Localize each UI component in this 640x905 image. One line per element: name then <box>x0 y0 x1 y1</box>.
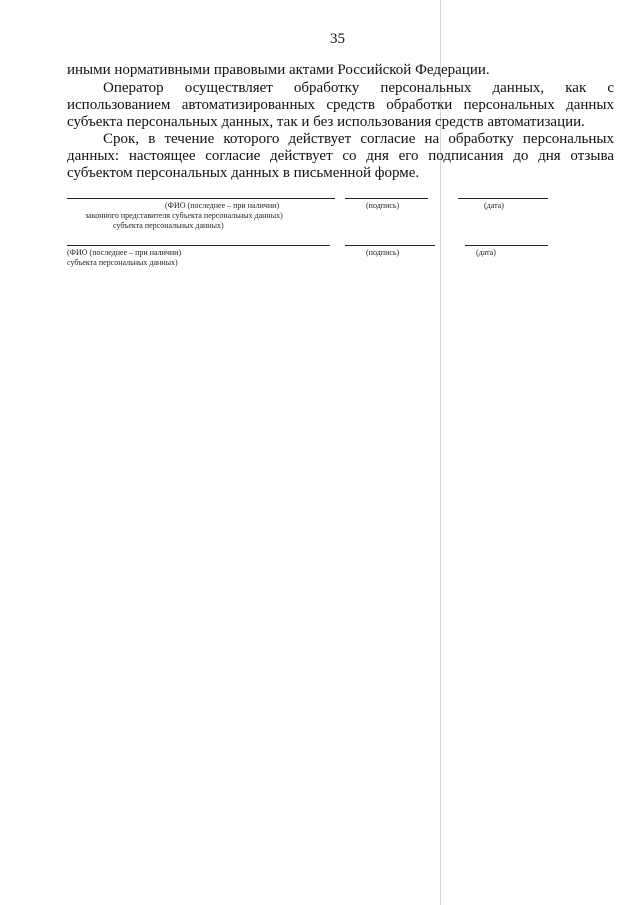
signature-line <box>345 198 428 199</box>
page-number: 35 <box>330 31 345 47</box>
body-line: Оператор осуществляет обработку персональных данных, как с <box>103 80 614 96</box>
date-label: (дата) <box>476 248 496 257</box>
date-label: (дата) <box>484 201 504 210</box>
name-label: субъекта персональных данных) <box>67 258 178 267</box>
signature-label: (подпись) <box>366 201 400 210</box>
signature-line <box>345 245 435 246</box>
name-line <box>67 198 335 199</box>
date-line <box>465 245 548 246</box>
body-line: использованием автоматизированных средств обработки персональных данных <box>67 97 614 113</box>
body-line: данных: настоящее согласие действует со дня его подписания до дня отзыва <box>67 148 614 164</box>
body-line: субъектом персональных данных в письменной форме. <box>67 165 420 181</box>
signature-label: (подпись) <box>366 248 400 257</box>
name-label: субъекта персональных данных) <box>113 221 224 230</box>
name-label: законного представителя субъекта персональных данных) <box>85 211 283 220</box>
date-line <box>458 198 548 199</box>
name-label: (ФИО (последнее – при наличии) <box>165 201 280 210</box>
body-line: Срок, в течение которого действует согласие на обработку персональных <box>103 131 614 147</box>
name-line <box>67 245 330 246</box>
name-label: (ФИО (последнее – при наличии) <box>67 248 182 257</box>
body-line: субъекта персональных данных, так и без использования средств автоматизации. <box>67 114 585 130</box>
body-line: иными нормативными правовыми актами Российской Федерации. <box>67 62 490 78</box>
